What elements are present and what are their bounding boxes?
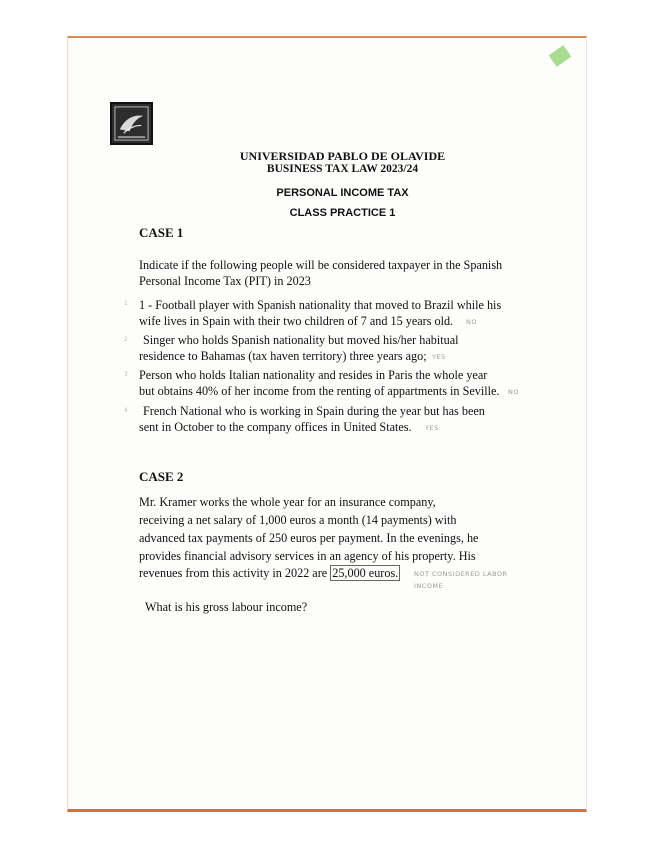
revenue-amount-box: 25,000 euros.: [332, 566, 399, 580]
case2-line5-text: revenues from this activity in 2022 are: [139, 566, 331, 580]
item-4-annotation: YES: [425, 424, 439, 432]
case2-question: What is his gross labour income?: [145, 600, 308, 614]
item-marker: 4: [124, 407, 128, 414]
university-name: UNIVERSIDAD PABLO DE OLAVIDE: [239, 149, 446, 163]
case2-line3: advanced tax payments of 250 euros per payment. In the evenings, he: [139, 531, 479, 545]
university-logo: [110, 102, 153, 145]
item-4-line1: French National who is working in Spain during the year but has been: [143, 404, 485, 418]
case2-annotation-line2: INCOME: [414, 582, 444, 590]
case2-heading: CASE 2: [139, 469, 184, 484]
case2-line1: Mr. Kramer works the whole year for an insurance company,: [139, 495, 436, 509]
item-2-annotation: YES: [432, 353, 446, 361]
subject-title: PERSONAL INCOME TAX: [276, 187, 409, 199]
item-3-annotation: NO: [508, 388, 519, 396]
case2-annotation-line1: NOT CONSIDERED LABOR: [414, 570, 508, 578]
case2-line5: [139, 565, 400, 581]
case1-heading: CASE 1: [139, 225, 184, 240]
item-4-line2: sent in October to the company offices in United States.: [139, 420, 412, 434]
item-marker: 3: [124, 371, 128, 378]
item-1-annotation: NO: [466, 318, 477, 326]
case2-line4: provides financial advisory services in an agency of his property. His: [139, 549, 476, 563]
item-2-line2: residence to Bahamas (tax haven territory) three years ago;: [139, 349, 427, 363]
case1-intro-line1: Indicate if the following people will be considered taxpayer in the Spanish: [139, 258, 503, 272]
item-3-line1: Person who holds Italian nationality and resides in Paris the whole year: [139, 368, 488, 382]
item-1-line1: 1 - Football player with Spanish nationality that moved to Brazil while his: [139, 298, 502, 312]
item-3-line2: but obtains 40% of her income from the renting of appartments in Seville.: [139, 384, 500, 398]
case2-line2: receiving a net salary of 1,000 euros a month (14 payments) with: [139, 513, 457, 527]
case1-intro-line2: Personal Income Tax (PIT) in 2023: [139, 274, 311, 288]
practice-title: CLASS PRACTICE 1: [289, 207, 396, 219]
item-marker: 2: [124, 336, 128, 343]
item-1-line2: wife lives in Spain with their two children of 7 and 15 years old.: [139, 314, 454, 328]
item-marker: 1: [124, 300, 128, 307]
course-title: BUSINESS TAX LAW 2023/24: [266, 163, 419, 175]
item-2-line1: Singer who holds Spanish nationality but moved his/her habitual: [143, 333, 459, 347]
